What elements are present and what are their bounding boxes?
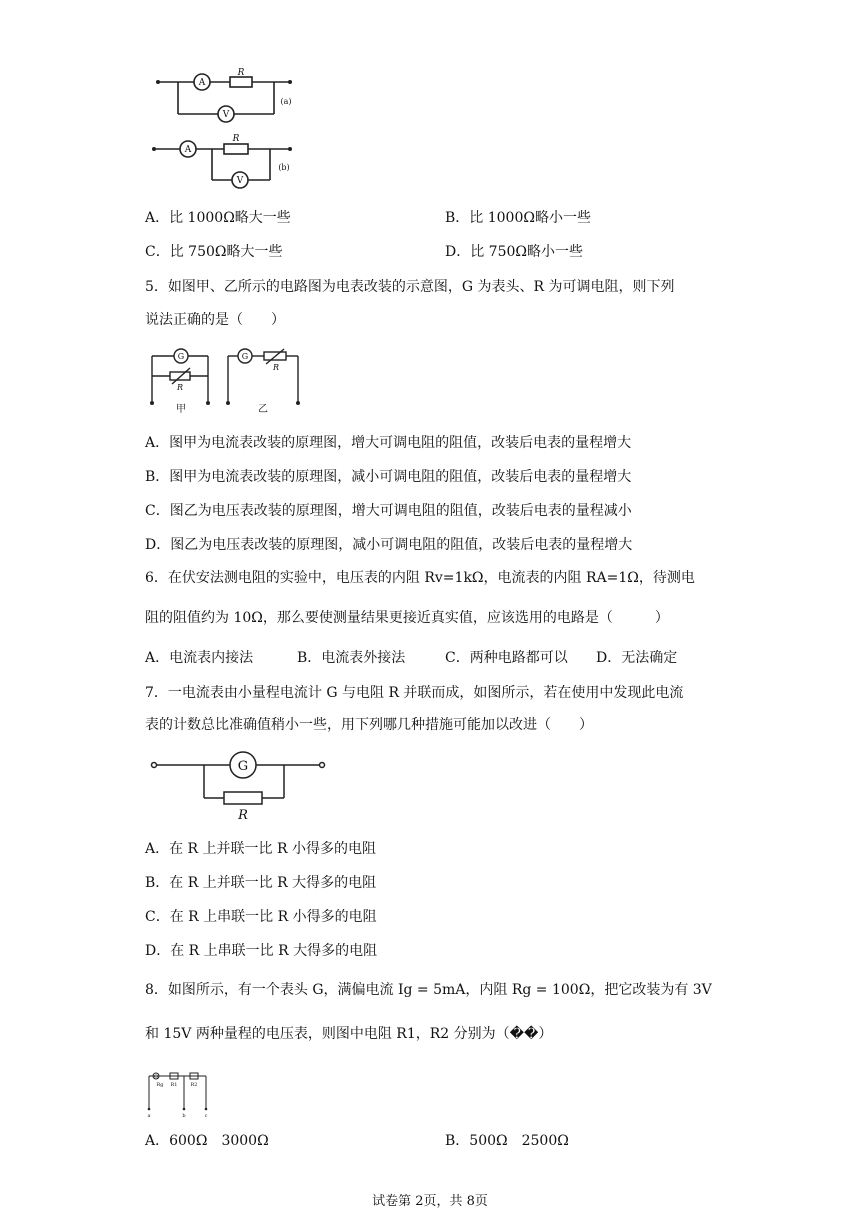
q5-option-b[interactable]: B．图甲为电流表改装的原理图，减小可调电阻的阻值，改装后电表的量程增大: [145, 469, 632, 485]
q4-option-b[interactable]: B．比 1000Ω略小一些: [445, 210, 591, 226]
q5-jia-label: 甲: [176, 404, 186, 415]
q5-r-label-jia: R: [176, 383, 184, 392]
q7-option-a[interactable]: A．在 R 上并联一比 R 小得多的电阻: [145, 841, 376, 857]
q5-r-label-yi: R: [272, 363, 280, 372]
q5-circuit-figure: [148, 346, 308, 416]
q7-r-label: R: [238, 808, 248, 823]
q6-stem-line1: 6．在伏安法测电阻的实验中，电压表的内阻 Rv=1kΩ，电流表的内阻 RA=1Ω，待测电: [145, 570, 695, 586]
q8-stem-line1: 8．如图所示，有一个表头 G，满偏电流 Ig = 5mA，内阻 Rg = 100Ω，把它改装为有 3V: [145, 982, 712, 998]
q8-option-a[interactable]: A．600Ω 3000Ω: [145, 1133, 269, 1149]
voltmeter-label-a: V: [222, 110, 230, 120]
q4-option-a[interactable]: A．比 1000Ω略大一些: [145, 210, 291, 226]
q6-option-d[interactable]: D．无法确定: [596, 650, 678, 666]
q6-option-b[interactable]: B．电流表外接法: [297, 650, 406, 666]
q5-option-a[interactable]: A．图甲为电流表改装的原理图，增大可调电阻的阻值，改装后电表的量程增大: [145, 435, 632, 451]
q8-r1-label: R1: [170, 1082, 178, 1088]
q8-r2-label: R2: [190, 1082, 198, 1088]
q4-option-c[interactable]: C．比 750Ω略大一些: [145, 244, 283, 260]
page-footer: 试卷第 2页，共 8页: [372, 1194, 488, 1209]
resistor-label-b: R: [232, 134, 240, 144]
q7-option-b[interactable]: B．在 R 上并联一比 R 大得多的电阻: [145, 875, 377, 891]
q4-option-d[interactable]: D．比 750Ω略小一些: [445, 244, 584, 260]
q5-stem-line1: 5．如图甲、乙所示的电路图为电表改装的示意图，G 为表头、R 为可调电阻，则下列: [145, 279, 675, 295]
voltmeter-label-b: V: [236, 176, 244, 186]
q6-stem-line2: 阻的阻值约为 10Ω，那么要使测量结果更接近真实值，应该选用的电路是（ ）: [145, 610, 669, 626]
q7-stem-line2: 表的计数总比准确值稍小一些，用下列哪几种措施可能加以改进（ ）: [145, 717, 593, 733]
q6-option-c[interactable]: C．两种电路都可以: [445, 650, 568, 666]
circuit-b-label: (b): [278, 163, 290, 172]
q5-g-label-yi: G: [241, 352, 249, 361]
q8-g-label: G: [154, 1074, 158, 1080]
q7-option-c[interactable]: C．在 R 上串联一比 R 小得多的电阻: [145, 909, 377, 925]
ammeter-label-a: A: [198, 78, 206, 88]
q4-circuit-figure: [150, 66, 300, 196]
q8-terminal-c: c: [204, 1113, 208, 1119]
q7-option-d[interactable]: D．在 R 上串联一比 R 大得多的电阻: [145, 943, 378, 959]
q8-circuit-figure: [146, 1068, 216, 1120]
q8-option-b[interactable]: B．500Ω 2500Ω: [445, 1133, 569, 1149]
q5-option-c[interactable]: C．图乙为电压表改装的原理图，增大可调电阻的阻值，改装后电表的量程减小: [145, 503, 632, 519]
q5-stem-line2: 说法正确的是（ ）: [145, 312, 285, 328]
q5-option-d[interactable]: D．图乙为电压表改装的原理图，减小可调电阻的阻值，改装后电表的量程增大: [145, 537, 633, 553]
circuit-a-label: (a): [280, 97, 292, 106]
ammeter-label-b: A: [184, 145, 192, 155]
q7-g-label: G: [237, 759, 249, 774]
q7-stem-line1: 7．一电流表由小量程电流计 G 与电阻 R 并联而成，如图所示，若在使用中发现此电流: [145, 685, 684, 701]
q5-g-label-jia: G: [177, 352, 185, 361]
q8-rg-label: Rg: [156, 1082, 164, 1088]
q6-option-a[interactable]: A．电流表内接法: [145, 650, 254, 666]
q7-circuit-figure: [148, 746, 333, 824]
q8-terminal-b: b: [182, 1113, 186, 1119]
resistor-label-a: R: [237, 68, 245, 78]
q5-yi-label: 乙: [258, 404, 268, 415]
q8-terminal-a: a: [147, 1113, 151, 1119]
q8-stem-line2: 和 15V 两种量程的电压表，则图中电阻 R1，R2 分别为（��）: [145, 1026, 553, 1042]
